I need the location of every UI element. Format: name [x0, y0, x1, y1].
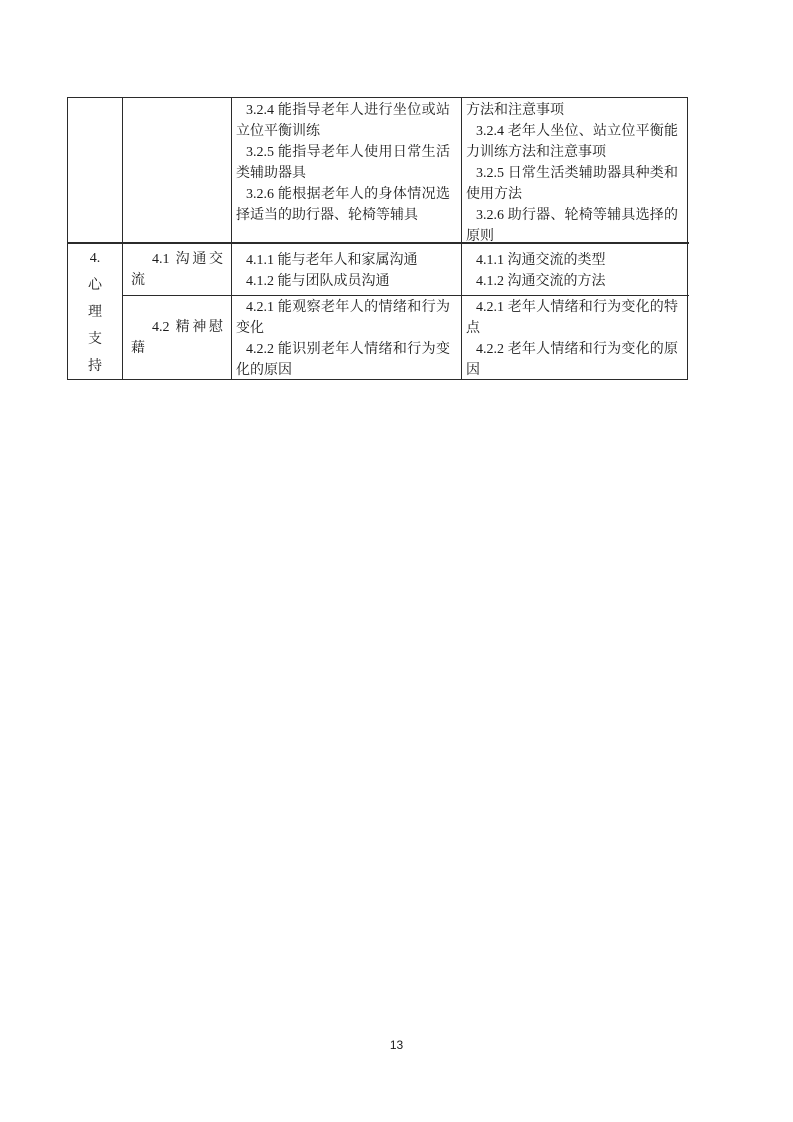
section-label-char: 理 — [88, 304, 102, 320]
knowledge-item: 3.2.6 助行器、轮椅等辅具选择的原则 — [466, 208, 678, 244]
knowledge-item: 3.2.4 老年人坐位、站立位平衡能力训练方法和注意事项 — [466, 124, 678, 160]
skill-item: 3.2.5 能指导老年人使用日常生活类辅助器具 — [236, 145, 450, 181]
skill-item: 4.2.2 能识别老年人情绪和行为变化的原因 — [236, 342, 450, 378]
knowledge-item: 4.1.1 沟通交流的类型 — [476, 252, 606, 268]
knowledge-cell-communication — [462, 244, 689, 296]
section-label-char: 持 — [88, 358, 102, 374]
page-number: 13 — [389, 1038, 404, 1052]
continuation-task-cell-empty — [123, 98, 232, 244]
skill-item: 4.2.1 能观察老年人的情绪和行为变化 — [236, 300, 450, 336]
knowledge-cell-spiritual-comfort — [462, 296, 689, 380]
skills-cell-communication — [232, 244, 462, 296]
continuation-skills-cell — [232, 98, 462, 244]
section-label-psychological-support — [68, 244, 123, 380]
work-task-cell-communication — [123, 244, 232, 296]
knowledge-item-continuation: 方法和注意事项 — [466, 103, 564, 118]
knowledge-item: 4.1.2 沟通交流的方法 — [476, 273, 606, 289]
skill-item: 3.2.4 能指导老年人进行坐位或站立位平衡训练 — [236, 103, 450, 139]
knowledge-item: 3.2.5 日常生活类辅助器具种类和使用方法 — [466, 166, 678, 202]
continuation-knowledge-cell — [462, 98, 689, 244]
skills-cell-spiritual-comfort — [232, 296, 462, 380]
work-task-label: 4.1 沟通交流 — [131, 251, 223, 288]
work-task-label: 4.2 精神慰藉 — [131, 320, 223, 356]
skill-item: 4.1.2 能与团队成员沟通 — [246, 273, 390, 289]
skill-item: 4.1.1 能与老年人和家属沟通 — [246, 252, 418, 268]
skill-item: 3.2.6 能根据老年人的身体情况选择适当的助行器、轮椅等辅具 — [236, 187, 450, 223]
occupational-standard-table — [67, 97, 688, 380]
continuation-section-cell-empty — [68, 98, 123, 244]
section-label-char: 支 — [88, 331, 102, 347]
section-label-char: 4. — [89, 250, 101, 266]
work-task-cell-spiritual-comfort — [123, 296, 232, 380]
knowledge-item: 4.2.1 老年人情绪和行为变化的特点 — [466, 300, 678, 336]
knowledge-item: 4.2.2 老年人情绪和行为变化的原因 — [466, 342, 678, 378]
section-label-char: 心 — [88, 277, 102, 293]
